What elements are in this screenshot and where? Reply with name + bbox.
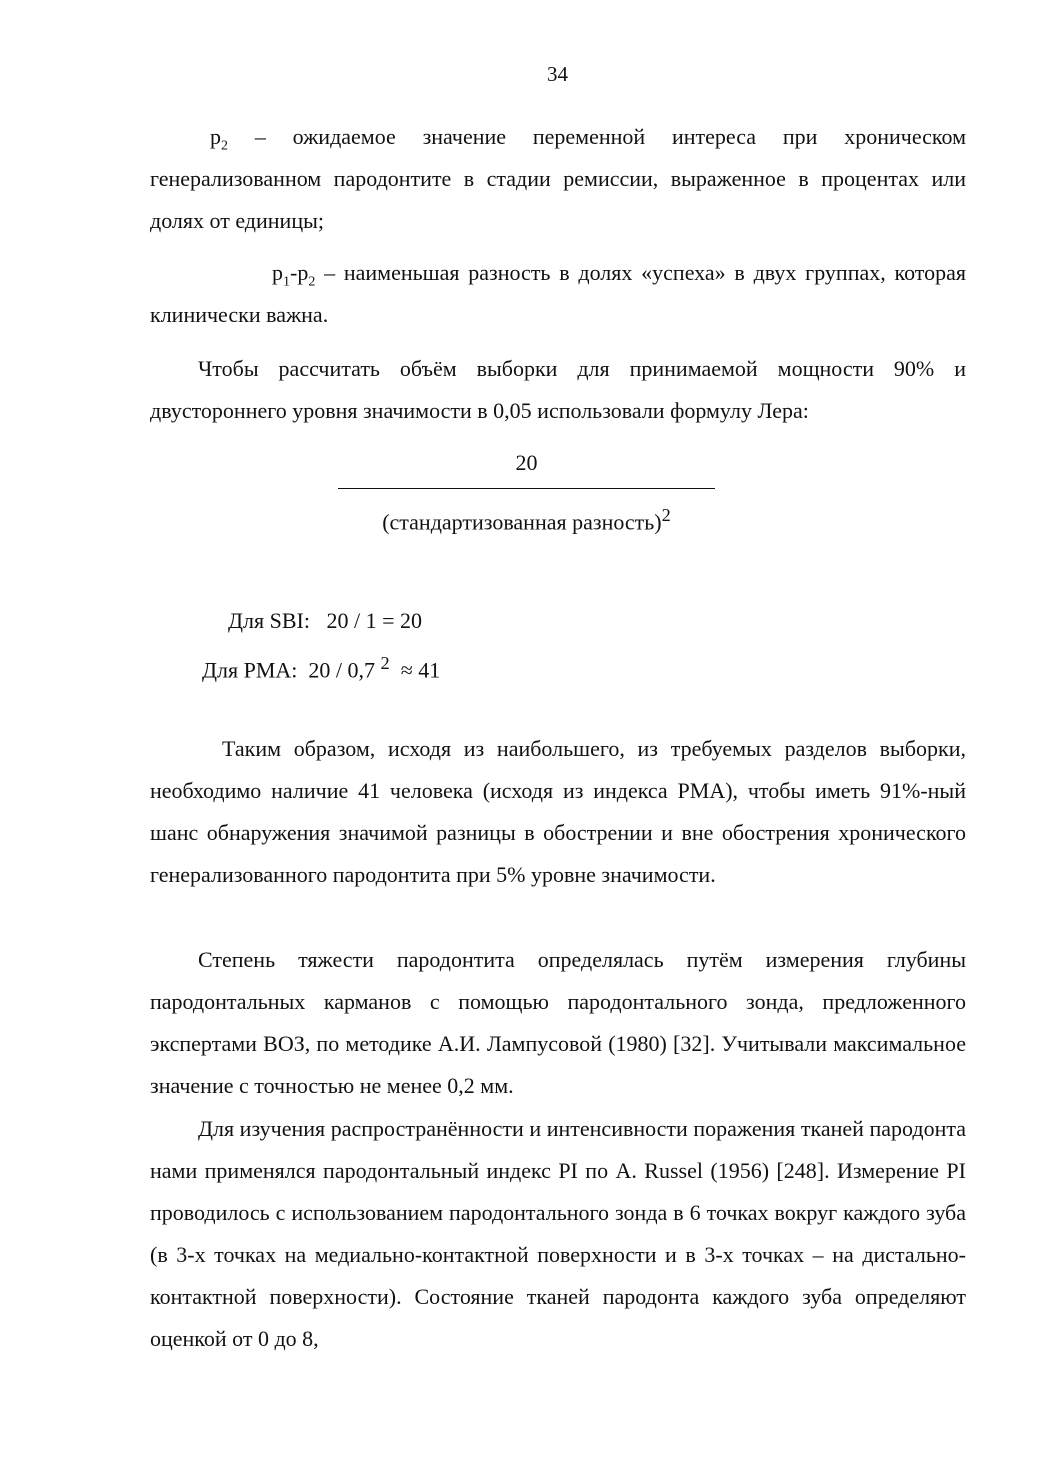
- denominator-exponent: 2: [661, 505, 671, 525]
- formula-numerator: 20: [515, 450, 538, 475]
- calculation-pma-result: ≈ 41: [389, 657, 441, 683]
- page-number: 34: [547, 62, 568, 86]
- paragraph-sample-size-intro: Чтобы рассчитать объём выборки для принимаемой мощности 90% и двустороннего уровня значимости в 0,05 использовали формулу Лера:: [150, 356, 966, 423]
- variable-p1: p: [272, 260, 283, 285]
- calculation-pma-exponent: 2: [380, 653, 390, 673]
- variable-subscript-2: 2: [308, 274, 316, 290]
- variable-p: p: [210, 124, 221, 149]
- variable-subscript-1: 1: [283, 274, 290, 290]
- formula-denominator: [338, 499, 715, 538]
- paragraph-severity: Степень тяжести пародонтита определялась путём измерения глубины пародонтальных карманов с помощью пародонтального зонда, предложенного экспертами ВОЗ, по методике А.И. Лампусовой (1980) [32]. Учитывали максимальное значение с точностью не менее 0,2 мм.: [150, 947, 966, 1098]
- fraction-bar: [338, 488, 715, 489]
- paragraph-text: – наименьшая разность в долях «успеха» в двух группах, которая клинически важна.: [150, 260, 966, 327]
- paragraph-p2-definition: [150, 116, 966, 242]
- minus-sign: -: [290, 260, 298, 285]
- paragraph-text: – ожидаемое значение переменной интереса при хроническом генерализованном пародонтите в стадии ремиссии, выраженное в процентах или долях от единицы;: [150, 124, 966, 233]
- paragraph-difference-definition: [150, 252, 966, 336]
- paragraph-conclusion: Таким образом, исходя из наибольшего, из требуемых разделов выборки, необходимо наличие 41 человека (исходя из индекса PMA), чтобы иметь 91%-ный шанс обнаружения значимой разницы в обострении и вне обострения хронического генерализованного пародонтита при 5% уровне значимости.: [150, 736, 966, 887]
- paragraph-pi-index: Для изучения распространённости и интенсивности поражения тканей пародонта нами применялся пародонтальный индекс PI по A. Russel (1956) [248]. Измерение PI проводилось с использованием пародонтального зонда в 6 точках вокруг каждого зуба (в 3-х точках на медиально-контактной поверхности и в 3-х точках – на дистально-контактной поверхности). Состояние тканей пародонта каждого зуба определяют оценкой от 0 до 8,: [150, 1116, 966, 1351]
- variable-subscript: 2: [221, 138, 228, 154]
- denominator-text: (стандартизованная разность): [382, 509, 662, 535]
- calculation-pma-text: Для PMA: 20 / 0,7: [202, 657, 381, 683]
- lehr-formula: [338, 446, 715, 538]
- calculation-pma: [202, 648, 440, 685]
- calculation-sbi: Для SBI: 20 / 1 = 20: [228, 608, 422, 633]
- variable-p2: p: [297, 260, 309, 285]
